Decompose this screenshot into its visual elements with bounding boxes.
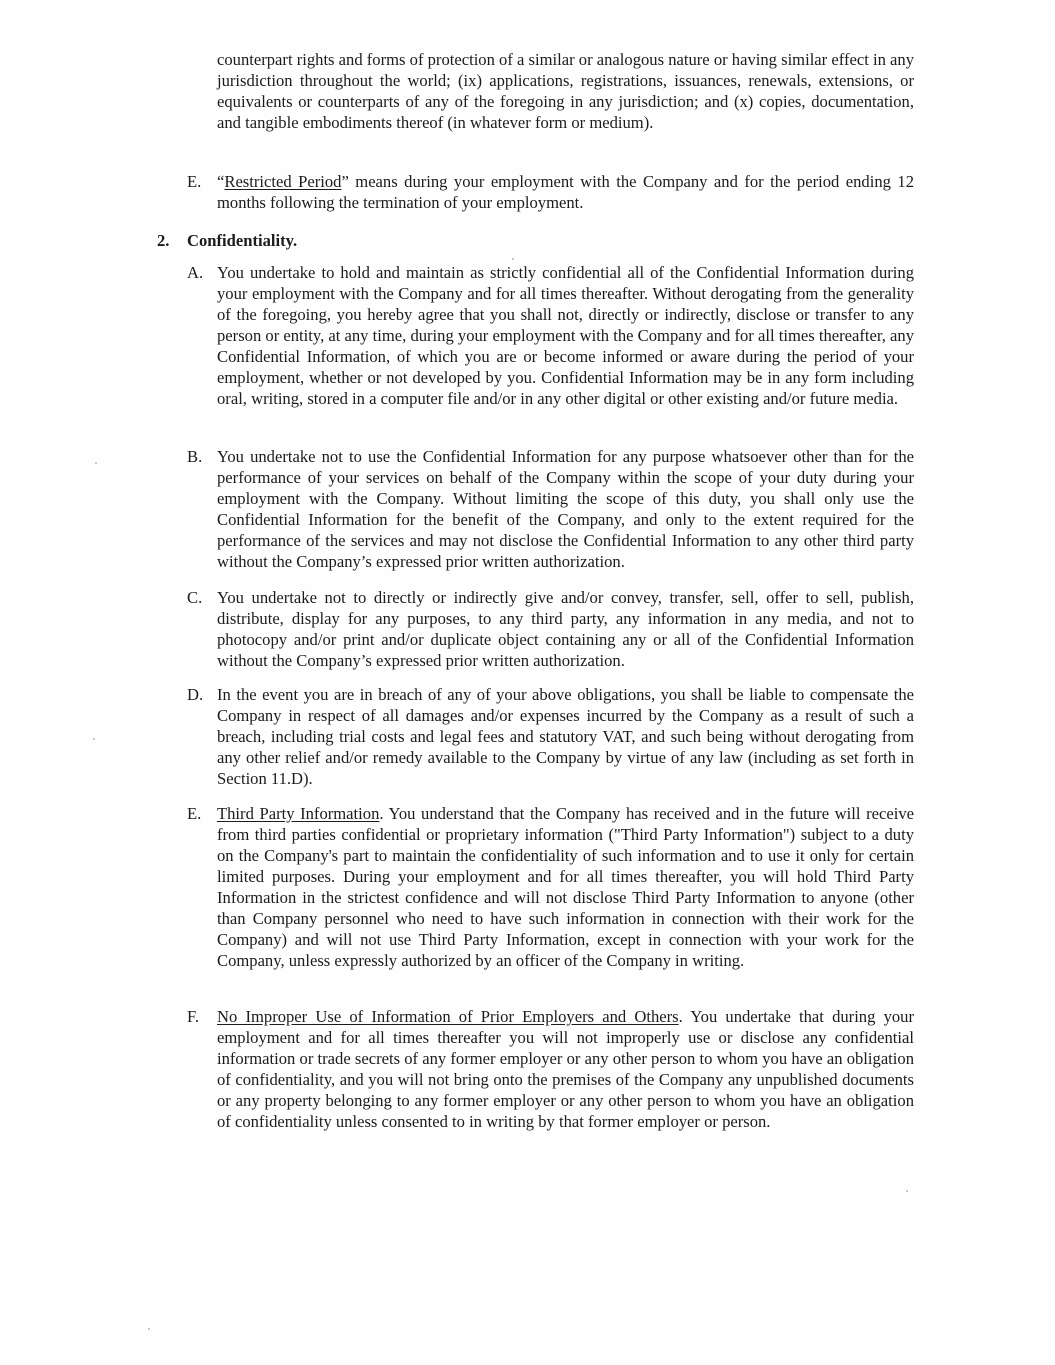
item-letter: C. (187, 588, 203, 607)
clause-heading: No Improper Use of Information of Prior Employers and Others (217, 1007, 679, 1026)
item-letter: B. (187, 447, 203, 466)
item-body (217, 171, 914, 213)
scan-speck (93, 738, 95, 740)
item-letter: D. (187, 685, 204, 704)
defined-term: Restricted Period (224, 172, 342, 191)
quote-open: “ (217, 172, 225, 191)
clause-body (217, 1006, 914, 1132)
scan-speck (512, 258, 514, 260)
clause-body (217, 803, 914, 971)
scan-speck (148, 1328, 150, 1330)
section-number: 2. (157, 231, 170, 250)
section-heading (157, 230, 297, 251)
clause-text: You undertake not to use the Confidential Information for any purpose whatsoever other than for the performance of your services on behalf of the Company within the scope of your duty during your employment with the Company. Without limiting the scope of this duty, you shall only use the Confidential Information for the benefit of the Company, and only to the extent required for the performance of the services and may not disclose the Confidential Information to any other third party without the Company’s expressed prior written authorization. (217, 447, 914, 571)
item-letter: E. (187, 804, 202, 823)
clause-text: In the event you are in breach of any of your above obligations, you shall be liable to compensate the Company in respect of all damages and/or expenses incurred by the Company as a result of such a breach, including trial costs and legal fees and statutory VAT, and such being without derogating from any other relief and/or remedy available to the Company by virtue of any law (including as set forth in Section 11.D). (217, 685, 914, 788)
clause-text: . You understand that the Company has received and in the future will receive from third parties confidential or proprietary information ("Third Party Information") subject to a duty on the Company's part to maintain the confidentiality of such information and to use it only for certain limited purposes. During your employment and for all times thereafter, you will hold Third Party Information in the strictest confidence and will not disclose Third Party Information to anyone (other than Company personnel who need to have such information in connection with their work for the Company) and will not use Third Party Information, except in connection with your work for the Company, unless expressly authorized by an officer of the Company in writing. (217, 804, 914, 970)
scan-speck (906, 1190, 908, 1192)
clause-heading: Third Party Information (217, 804, 380, 823)
item-letter: F. (187, 1007, 200, 1026)
clause-text: You undertake not to directly or indirectly give and/or convey, transfer, sell, offer to sell, publish, distribute, display for any purposes, to any third party, any information in any media, and not to photocopy and/or print and/or duplicate object containing any or all of the Confidential Information without the Company’s expressed prior written authorization. (217, 588, 914, 670)
clause-text: You undertake to hold and maintain as strictly confidential all of the Confidential Information during your employment with the Company and for all times thereafter. Without derogating from the generality of the foregoing, you hereby agree that you shall not, directly or indirectly, disclose or transfer to any person or entity, at any time, during your employment with the Company and for all times thereafter, any Confidential Information, of which you are or become informed or aware during the period of your employment, whether or not developed by you. Confidential Information may be in any form including oral, writing, stored in a computer file and/or in any other digital or other existing and/or future media. (217, 263, 914, 408)
definition-text: ” means during your employment with the Company and for the period ending 12 months following the termination of your employment. (217, 172, 914, 212)
item-letter: E. (187, 172, 202, 191)
section-title: Confidentiality. (187, 231, 298, 250)
scan-speck (95, 462, 97, 464)
continuation-paragraph: counterpart rights and forms of protection of a similar or analogous nature or having similar effect in any jurisdiction throughout the world; (ix) applications, registrations, issuances, renewals, extensions, or equivalents or counterparts of any of the foregoing in any jurisdiction; and (x) copies, documentation, and tangible embodiments thereof (in whatever form or medium). (217, 50, 914, 132)
clause-text: . You undertake that during your employment and for all times thereafter you will not improperly use or disclose any confidential information or trade secrets of any former employer or any other person to whom you have an obligation of confidentiality, and you will not bring onto the premises of the Company any unpublished documents or any property belonging to any former employer or any other person to whom you have an obligation of confidentiality unless consented to in writing by that former employer or person. (217, 1007, 914, 1131)
item-letter: A. (187, 263, 204, 282)
